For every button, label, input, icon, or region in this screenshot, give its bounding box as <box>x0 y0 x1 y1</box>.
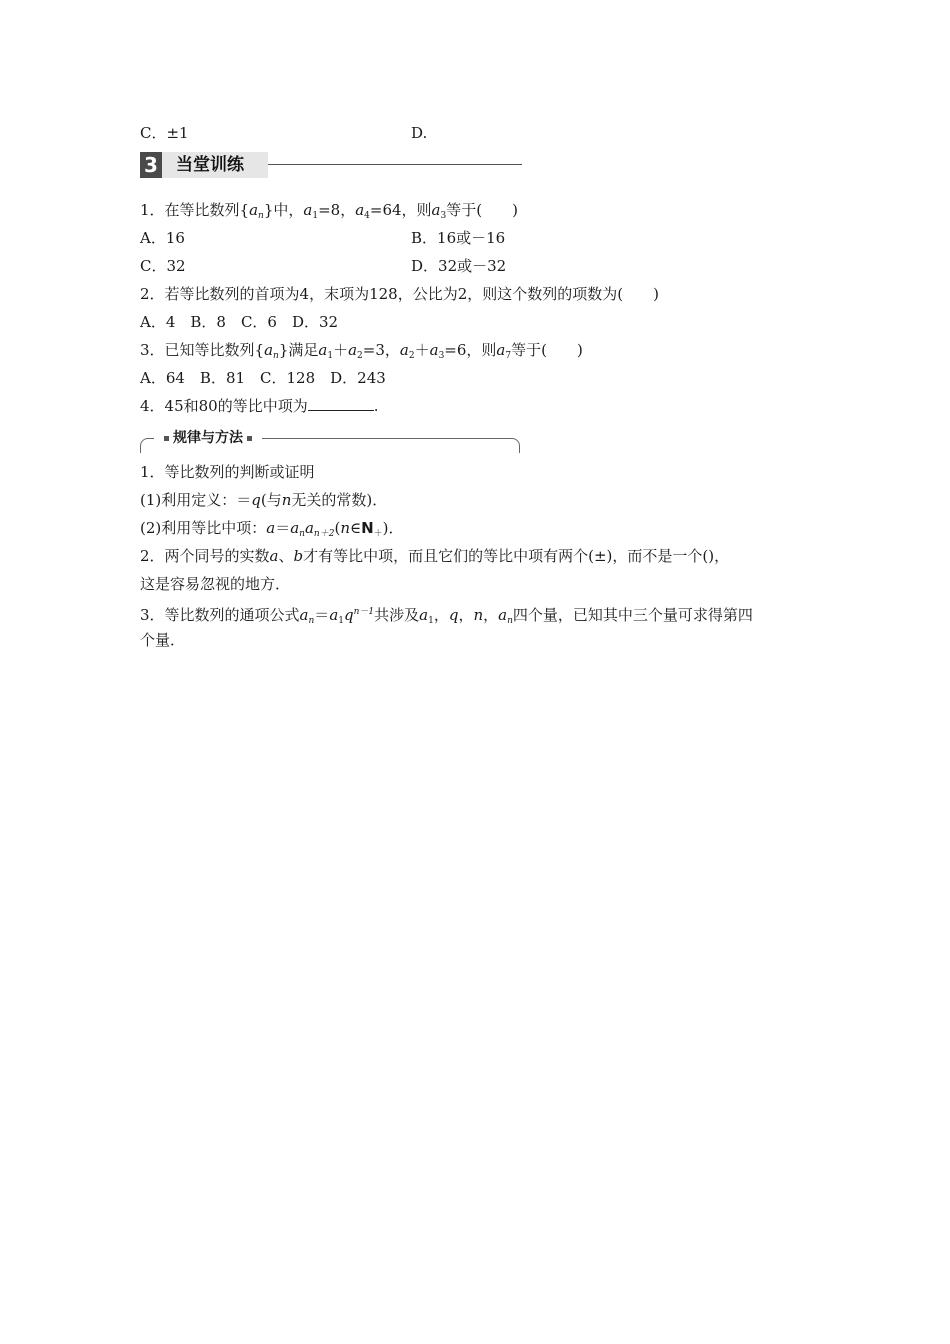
square-bullet-icon <box>164 436 169 441</box>
sub-1: 1 <box>428 616 434 626</box>
rules-line-4 <box>140 546 729 566</box>
var-a: a <box>431 201 441 219</box>
sub-2: 2 <box>408 351 415 361</box>
paren-close: )． <box>382 519 404 537</box>
element-of: ∈ <box>349 519 362 537</box>
q1-option-d: D．32或－32 <box>411 257 507 275</box>
comma: ， <box>458 606 474 624</box>
rules-line-5: 这是容易忽视的地方． <box>140 575 291 593</box>
rules-l2-suffix: 无关的常数)． <box>291 491 388 509</box>
var-a: a <box>318 341 328 359</box>
section-divider <box>268 164 522 165</box>
rules-l6-mid: 共涉及 <box>374 606 420 624</box>
var-a: a <box>304 519 314 537</box>
q3-suffix: 等于( ) <box>511 341 583 359</box>
option-d: D. <box>411 124 428 142</box>
rules-l2-mid: (与 <box>260 491 282 509</box>
rules-line-2 <box>140 490 387 510</box>
q4-prefix: 4．45和80的等比中项为 <box>140 397 308 415</box>
var-a: a <box>498 606 508 624</box>
answer-blank[interactable] <box>308 397 374 411</box>
var-a: a <box>419 606 429 624</box>
rules-l2-prefix: (1)利用定义：＝ <box>140 491 252 509</box>
var-a: a <box>264 341 274 359</box>
plus-sign: ＋ <box>333 341 349 359</box>
question-1 <box>140 200 518 226</box>
q1-suffix: 等于( ) <box>446 201 518 219</box>
q1-mid: }中， <box>263 201 304 219</box>
q1-option-c: C．32 <box>140 257 186 275</box>
var-a: a <box>290 519 300 537</box>
section-number: 3 <box>140 152 162 178</box>
rules-line-7: 个量． <box>140 631 186 649</box>
var-a: a <box>303 201 313 219</box>
sub-3: 3 <box>438 351 445 361</box>
sub-n: n <box>308 616 315 626</box>
var-a: a <box>496 341 506 359</box>
separator: 、 <box>278 547 294 565</box>
q1-option-b: B．16或－16 <box>411 229 506 247</box>
paren-open: ( <box>334 519 341 537</box>
var-n: n <box>281 491 292 509</box>
square-bullet-icon <box>247 436 252 441</box>
comma: ， <box>483 606 499 624</box>
var-n: n <box>473 606 484 624</box>
rules-l6-prefix: 3．等比数列的通项公式 <box>140 606 300 624</box>
q4-suffix: . <box>373 397 379 415</box>
var-q: q <box>448 606 459 624</box>
var-a: a <box>348 341 358 359</box>
sub-n: n <box>299 529 305 539</box>
var-n: n <box>340 519 350 537</box>
q3-mid: }满足 <box>278 341 319 359</box>
rules-line-6 <box>140 602 753 631</box>
var-a: a <box>249 201 259 219</box>
var-a: a <box>266 519 276 537</box>
question-2: 2．若等比数列的首项为4，末项为128，公比为2，则这个数列的项数为( ) <box>140 285 659 303</box>
question-3 <box>140 340 583 366</box>
sub-n: n <box>507 616 513 626</box>
sup-n-minus-1: n－1 <box>353 607 375 617</box>
question-4 <box>140 396 379 416</box>
var-a: a <box>269 547 279 565</box>
var-q: q <box>344 606 354 624</box>
var-b: b <box>293 547 304 565</box>
rules-l6-suffix: 四个量，已知其中三个量可求得第四 <box>512 606 753 624</box>
var-a: a <box>355 201 365 219</box>
sub-1: 1 <box>312 211 319 221</box>
sub-2: 2 <box>357 351 363 361</box>
equals-sign: ＝ <box>314 606 330 624</box>
comma: ， <box>433 606 449 624</box>
sub-n: n <box>258 211 264 221</box>
option-c: C．±1 <box>140 124 189 142</box>
var-a: a <box>299 606 309 624</box>
rules-l4-suffix: 才有等比中项，而且它们的等比中项有两个(±)，而不是一个()， <box>303 547 730 565</box>
sub-4: 4 <box>364 211 370 221</box>
q3-eq2: =6，则 <box>444 341 497 359</box>
q3-options: A．64 B．81 C．128 D．243 <box>140 369 386 387</box>
var-q: q <box>251 491 261 509</box>
sub-1: 1 <box>338 616 344 626</box>
q2-options: A．4 B．8 C．6 D．32 <box>140 313 339 331</box>
plus-sign: ＋ <box>414 341 430 359</box>
equals-sign: ＝ <box>275 519 291 537</box>
section-header <box>140 152 522 178</box>
q1-option-a: A．16 <box>140 229 185 247</box>
sub-3: 3 <box>440 211 447 221</box>
q3-prefix: 3．已知等比数列{ <box>140 341 265 359</box>
var-a: a <box>329 606 339 624</box>
sub-1: 1 <box>327 351 334 361</box>
sub-n-plus-2: n＋2 <box>313 529 335 539</box>
q1-prefix: 1．在等比数列{ <box>140 201 250 219</box>
var-a: a <box>429 341 439 359</box>
sub-plus: ＋ <box>373 529 383 539</box>
rules-l3-prefix: (2)利用等比中项： <box>140 519 267 537</box>
q3-eq1: =3， <box>362 341 400 359</box>
q1-a1-value: =8， <box>318 201 356 219</box>
rules-header <box>154 428 262 448</box>
var-a: a <box>399 341 409 359</box>
q1-a4-value: =64，则 <box>369 201 432 219</box>
sub-7: 7 <box>505 351 512 361</box>
sub-n: n <box>273 351 279 361</box>
rules-l4-prefix: 2．两个同号的实数 <box>140 547 270 565</box>
rules-line-1: 1．等比数列的判断或证明 <box>140 463 315 481</box>
section-title: 当堂训练 <box>176 155 244 175</box>
rules-line-3 <box>140 518 404 544</box>
rules-box <box>140 428 520 454</box>
rules-title: 规律与方法 <box>173 430 243 446</box>
set-N: N <box>361 519 374 537</box>
